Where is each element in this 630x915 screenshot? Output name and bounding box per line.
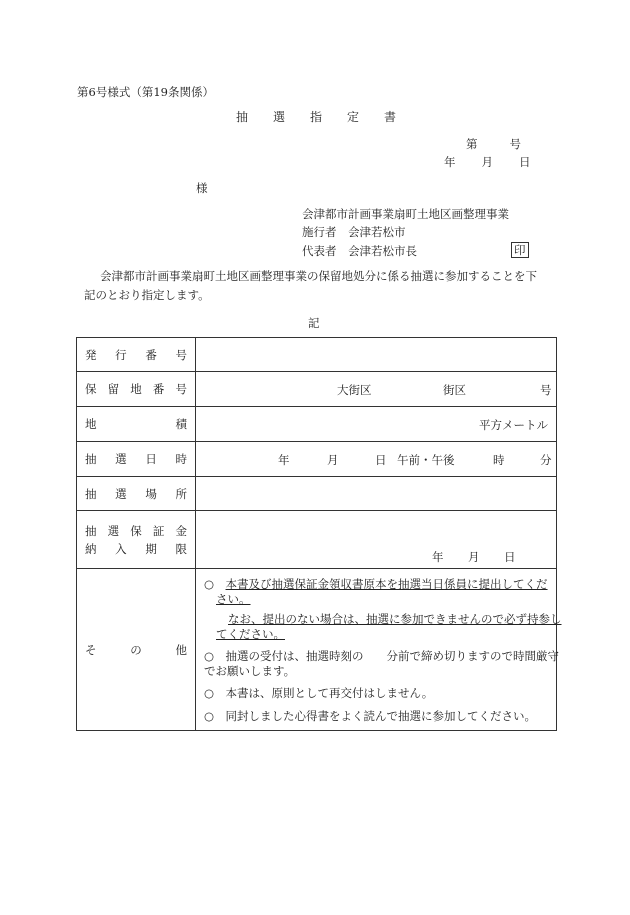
note-3-line1: ○ 抽選の受付は、抽選時刻の 分前で締め切りますので時間厳守 xyxy=(204,649,560,663)
note-2-line1: なお、提出のない場合は、抽選に参加できませんので必ず持参し xyxy=(228,612,562,626)
label-area: 地 積 xyxy=(77,407,196,442)
row-other-notes xyxy=(77,569,557,731)
project-name: 会津都市計画事業扇町土地区画整理事業 xyxy=(302,207,509,221)
value-other-notes xyxy=(196,569,562,731)
note-1-line1: ○ 本書及び抽選保証金領収書原本を抽選当日係員に提出してくだ xyxy=(204,577,548,591)
form-number: 第6号様式（第19条関係） xyxy=(77,85,214,99)
row-reserved-lot-number xyxy=(77,372,557,407)
number-suffix: 号 xyxy=(509,137,521,151)
addressee: 様 xyxy=(196,181,208,195)
representative: 代表者 会津若松市長 xyxy=(302,244,417,258)
note-5: ○ 同封しました心得書をよく読んで抽選に参加してください。 xyxy=(204,709,537,723)
designation-table xyxy=(76,337,562,731)
label-reserved-lot-number: 保 留 地 番 号 xyxy=(77,372,196,407)
note-1-line2: さい。 xyxy=(216,592,251,606)
value-deposit-deadline: 年 月 日 xyxy=(196,511,557,569)
date-month: 月 xyxy=(481,155,493,169)
value-reserved-lot-number: 大街区 街区 号 xyxy=(196,372,557,407)
number-prefix: 第 xyxy=(466,137,478,151)
row-deposit-deadline xyxy=(77,511,557,569)
executor: 施行者 会津若松市 xyxy=(302,225,406,239)
seal-mark: 印 xyxy=(511,242,529,258)
value-lottery-datetime: 年 月 日 午前・午後 時 分 xyxy=(196,442,557,477)
label-issue-number: 発 行 番 号 xyxy=(77,338,196,372)
label-lottery-place: 抽 選 場 所 xyxy=(77,477,196,511)
row-area xyxy=(77,407,557,442)
issue-date-field xyxy=(444,155,531,169)
label-lottery-datetime: 抽 選 日 時 xyxy=(77,442,196,477)
date-year: 年 xyxy=(444,155,456,169)
date-day: 日 xyxy=(519,155,531,169)
value-area: 平方メートル xyxy=(196,407,557,442)
note-2-line2: てください。 xyxy=(216,627,285,641)
document-number-field xyxy=(466,137,521,151)
label-deposit-deadline: 抽 選 保 証 金 納 入 期 限 xyxy=(77,511,196,569)
note-4: ○ 本書は、原則として再交付はしません。 xyxy=(204,686,434,700)
value-issue-number xyxy=(196,338,557,372)
value-lottery-place xyxy=(196,477,557,511)
ki-heading: 記 xyxy=(308,316,320,330)
note-3-line2: でお願いします。 xyxy=(204,664,296,678)
document-title: 抽選指定書 xyxy=(236,110,422,124)
row-issue-number xyxy=(77,338,557,372)
row-lottery-place xyxy=(77,477,557,511)
body-text-line1: 会津都市計画事業扇町土地区画整理事業の保留地処分に係る抽選に参加することを下 xyxy=(100,269,537,283)
row-lottery-datetime xyxy=(77,442,557,477)
body-text-line2: 記のとおり指定します。 xyxy=(84,288,210,302)
label-other-notes: そ の 他 xyxy=(77,569,196,731)
